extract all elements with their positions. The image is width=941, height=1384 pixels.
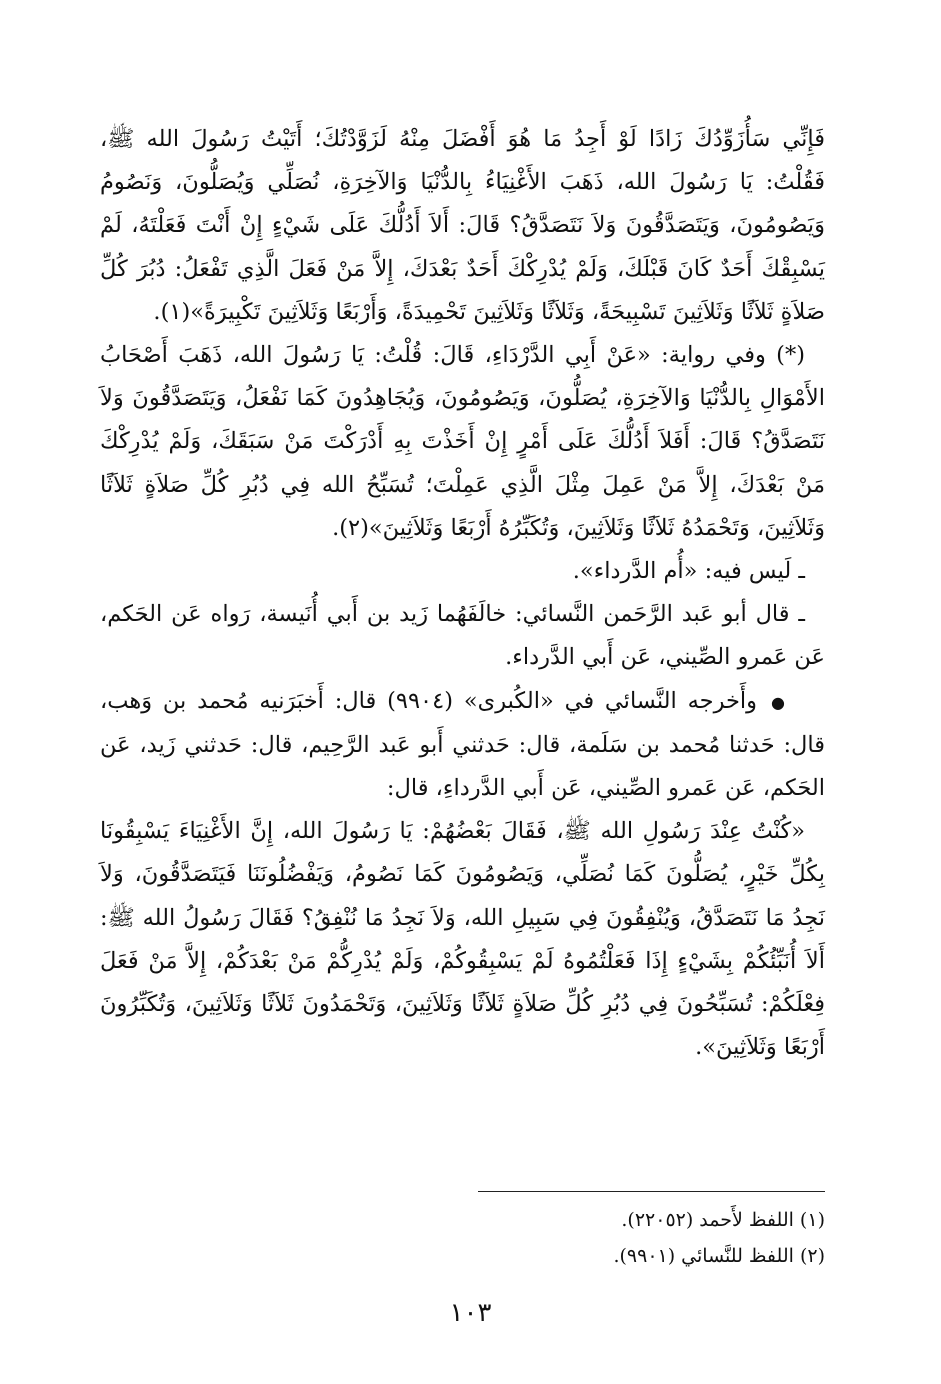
footnote-1: (١) اللفظ لأَحمد (٢٢٠٥٢). xyxy=(621,1209,825,1231)
paragraph-hadith-2: «كُنْتُ عِنْدَ رَسُولِ الله ﷺ، فَقَالَ بَعْضُهُمْ: يَا رَسُولَ الله، إِنَّ الأَغْنِيَاءَ يَسْبِقُونَا بِكُلِّ خَيْرٍ، يُصَلُّونَ كَمَا نُصَلِّي، وَيَصُومُونَ كَمَا نَصُومُ، وَيَفْضُلُونَنَا فَيَتَصَدَّقُونَ، وَلاَ نَجِدُ مَا نَتَصَدَّقُ، وَيُنْفِقُونَ فِي سَبِيلِ الله، وَلاَ نَجِدُ مَا نُنْفِقُ؟ فَقَالَ رَسُولُ الله ﷺ: أَلاَ أُنَبِّئُكُمْ بِشَيْءٍ إِذَا فَعَلْتُمُوهُ لَمْ يَسْبِقُوكُمْ، وَلَمْ يُدْرِكُّمْ مَنْ بَعْدَكُمْ، إِلاَّ مَنْ فَعَلَ فِعْلَكُمْ: تُسَبِّحُونَ فِي دُبُرِ كُلِّ صَلاَةٍ ثَلاَثًا وَثَلاَثِينَ، وَتَحْمَدُونَ ثَلاَثًا وَثَلاَثِينَ، وَتُكَبِّرُونَ أَرْبَعًا وَثَلاَثِينَ». xyxy=(100,818,825,1061)
bullet-marker: ● xyxy=(771,692,785,712)
paragraph-note-nasai: ـ قال أبو عَبد الرَّحَمن النَّسائي: خالَفَهُما زَيد بن أَبي أُنَيسة، رَواه عَن الحَكم، عَن عَمرو الصِّيني، عَن أَبي الدَّرداء. xyxy=(100,601,825,671)
footnote-2: (٢) اللفظ للنَّسائي (٩٩٠١). xyxy=(613,1245,825,1267)
paragraph-note-laysa: ـ لَيس فيه: «أُم الدَّرداء». xyxy=(572,558,805,585)
paragraph-riwaya: (*) وفي رواية: «عَنْ أَبِي الدَّرْدَاءِ، قَالَ: قُلْتُ: يَا رَسُولَ الله، ذَهَبَ أَصْحَابُ الأَمْوَالِ بِالدُّنْيَا وَالآخِرَةِ، يُصَلُّونَ، وَيَصُومُونَ، وَيُجَاهِدُونَ كَمَا نَفْعَلُ، وَيَتَصَدَّقُونَ وَلاَ نَتَصَدَّقُ؟ قَالَ: أَفَلاَ أَدُلُّكَ عَلَى أَمْرٍ إِنْ أَخَذْتَ بِهِ أَدْرَكْتَ مَنْ سَبَقَكَ، وَلَمْ يُدْرِكْكَ مَنْ بَعْدَكَ، إِلاَّ مَنْ عَمِلَ مِثْلَ الَّذِي عَمِلْتَ؛ تُسَبِّحُ الله فِي دُبُرِ كُلِّ صَلاَةٍ ثَلاَثًا وَثَلاَثِينَ، وَتَحْمَدُهُ ثَلاَثًا وَثَلاَثِينَ، وَتُكَبِّرُهُ أَرْبَعًا وَثَلاَثِينَ»(٢). xyxy=(100,342,825,541)
footnote-divider xyxy=(478,1191,825,1192)
footnotes xyxy=(100,1202,825,1274)
paragraph-takhrij-text: وأَخرجه النَّسائي في «الكُبرى» (٩٩٠٤) قال: أَخبَرَنيه مُحمد بن وَهب، قال: حَدثنا مُحمد بن سَلَمة، قال: حَدثني أَبو عَبد الرَّحِيم، قال: حَدثني زَيد، عَن الحَكم، عَن عَمرو الصِّيني، عَن أَبي الدَّرداءِ، قال: xyxy=(100,687,825,802)
page-number: ١٠٣ xyxy=(449,1298,492,1328)
paragraph-takhrij xyxy=(100,680,825,811)
main-text xyxy=(100,118,825,1069)
paragraph-hadith-1: فَإِنِّي سَأُزَوِّدُكَ زَادًا لَوْ أَجِدُ مَا هُوَ أَفْضَلَ مِنْهُ لَزَوَّدْتُكَ؛ أَتَيْتُ رَسُولَ الله ﷺ، فَقُلْتُ: يَا رَسُولَ الله، ذَهَبَ الأَغْنِيَاءُ بِالدُّنْيَا وَالآخِرَةِ، نُصَلِّي وَيُصَلُّونَ، وَنَصُومُ وَيَصُومُونَ، وَيَتَصَدَّقُونَ وَلاَ نَتَصَدَّقُ؟ قَالَ: أَلاَ أَدُلُّكَ عَلَى شَيْءٍ إِنْ أَنْتَ فَعَلْتَهُ، لَمْ يَسْبِقْكَ أَحَدٌ كَانَ قَبْلَكَ، وَلَمْ يُدْرِكْكَ أَحَدٌ بَعْدَكَ، إِلاَّ مَنْ فَعَلَ الَّذِي تَفْعَلُ: دُبُرَ كُلِّ صَلاَةٍ ثَلاَثًا وَثَلاَثِينَ تَسْبِيحَةً، وَثَلاَثًا وَثَلاَثِينَ تَحْمِيدَةً، وَأَرْبَعًا وَثَلاَثِينَ تَكْبِيرَةً»(١). xyxy=(100,126,825,325)
